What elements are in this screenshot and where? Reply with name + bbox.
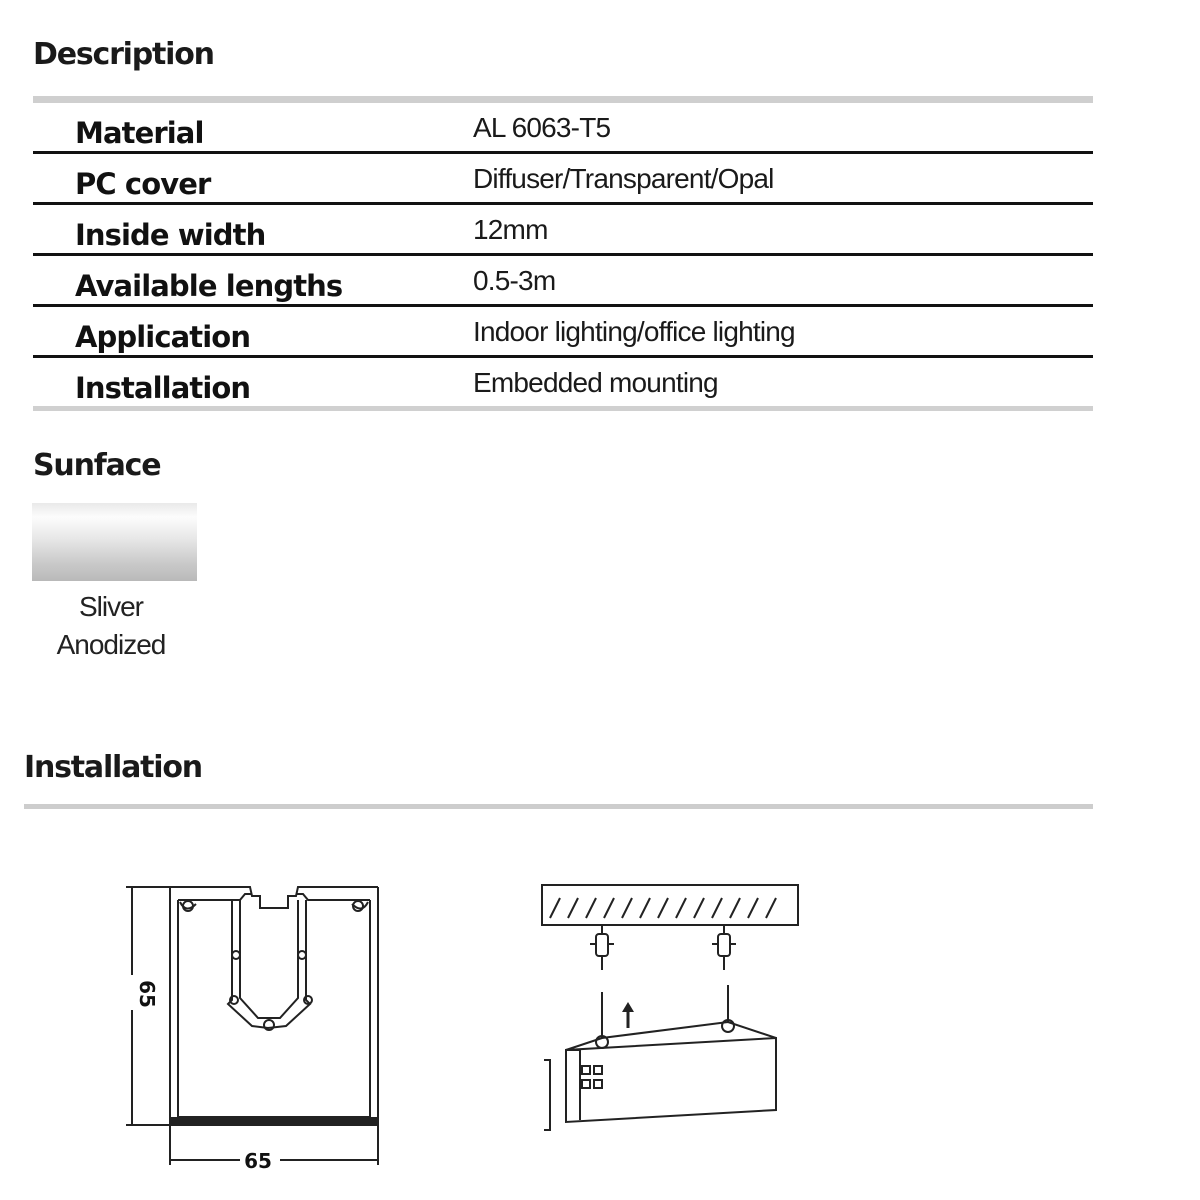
- spec-label: Application: [75, 320, 251, 354]
- spec-row-material: [33, 103, 1093, 154]
- spec-table: [33, 96, 1093, 411]
- spec-value: AL 6063-T5: [473, 112, 611, 143]
- spec-row-inside-width: [33, 205, 1093, 256]
- spec-row-application: [33, 307, 1093, 358]
- width-dimension-label: 65: [244, 1149, 272, 1173]
- spec-label: Installation: [75, 371, 251, 405]
- spec-row-pc-cover: [33, 154, 1093, 205]
- spec-label: PC cover: [75, 167, 211, 201]
- spec-value: Diffuser/Transparent/Opal: [473, 163, 774, 194]
- spec-value: Indoor lighting/office lighting: [473, 316, 795, 347]
- swatch-caption-line2: Anodized: [56, 629, 166, 660]
- spec-row-available-lengths: [33, 256, 1093, 307]
- spec-row-installation: [33, 358, 1093, 411]
- installation-divider: [24, 804, 1093, 809]
- spec-value: 0.5-3m: [473, 265, 556, 296]
- spec-label: Material: [75, 116, 204, 150]
- profile-cross-section-diagram: [100, 870, 400, 1175]
- description-heading: Description: [33, 37, 214, 72]
- table-top-divider: [33, 96, 1093, 103]
- mounting-diagram: [520, 870, 820, 1140]
- installation-heading: Installation: [24, 750, 202, 785]
- height-dimension-label: 65: [135, 980, 159, 1008]
- silver-anodized-swatch: [32, 503, 197, 581]
- spec-value: 12mm: [473, 214, 548, 245]
- swatch-caption-line1: Sliver: [78, 591, 143, 622]
- spec-value: Embedded mounting: [473, 367, 718, 398]
- up-arrow-icon: [622, 1002, 634, 1028]
- swatch-caption: [32, 588, 190, 664]
- surface-heading: Sunface: [33, 448, 161, 483]
- spec-label: Inside width: [75, 218, 266, 252]
- spec-label: Available lengths: [75, 269, 343, 303]
